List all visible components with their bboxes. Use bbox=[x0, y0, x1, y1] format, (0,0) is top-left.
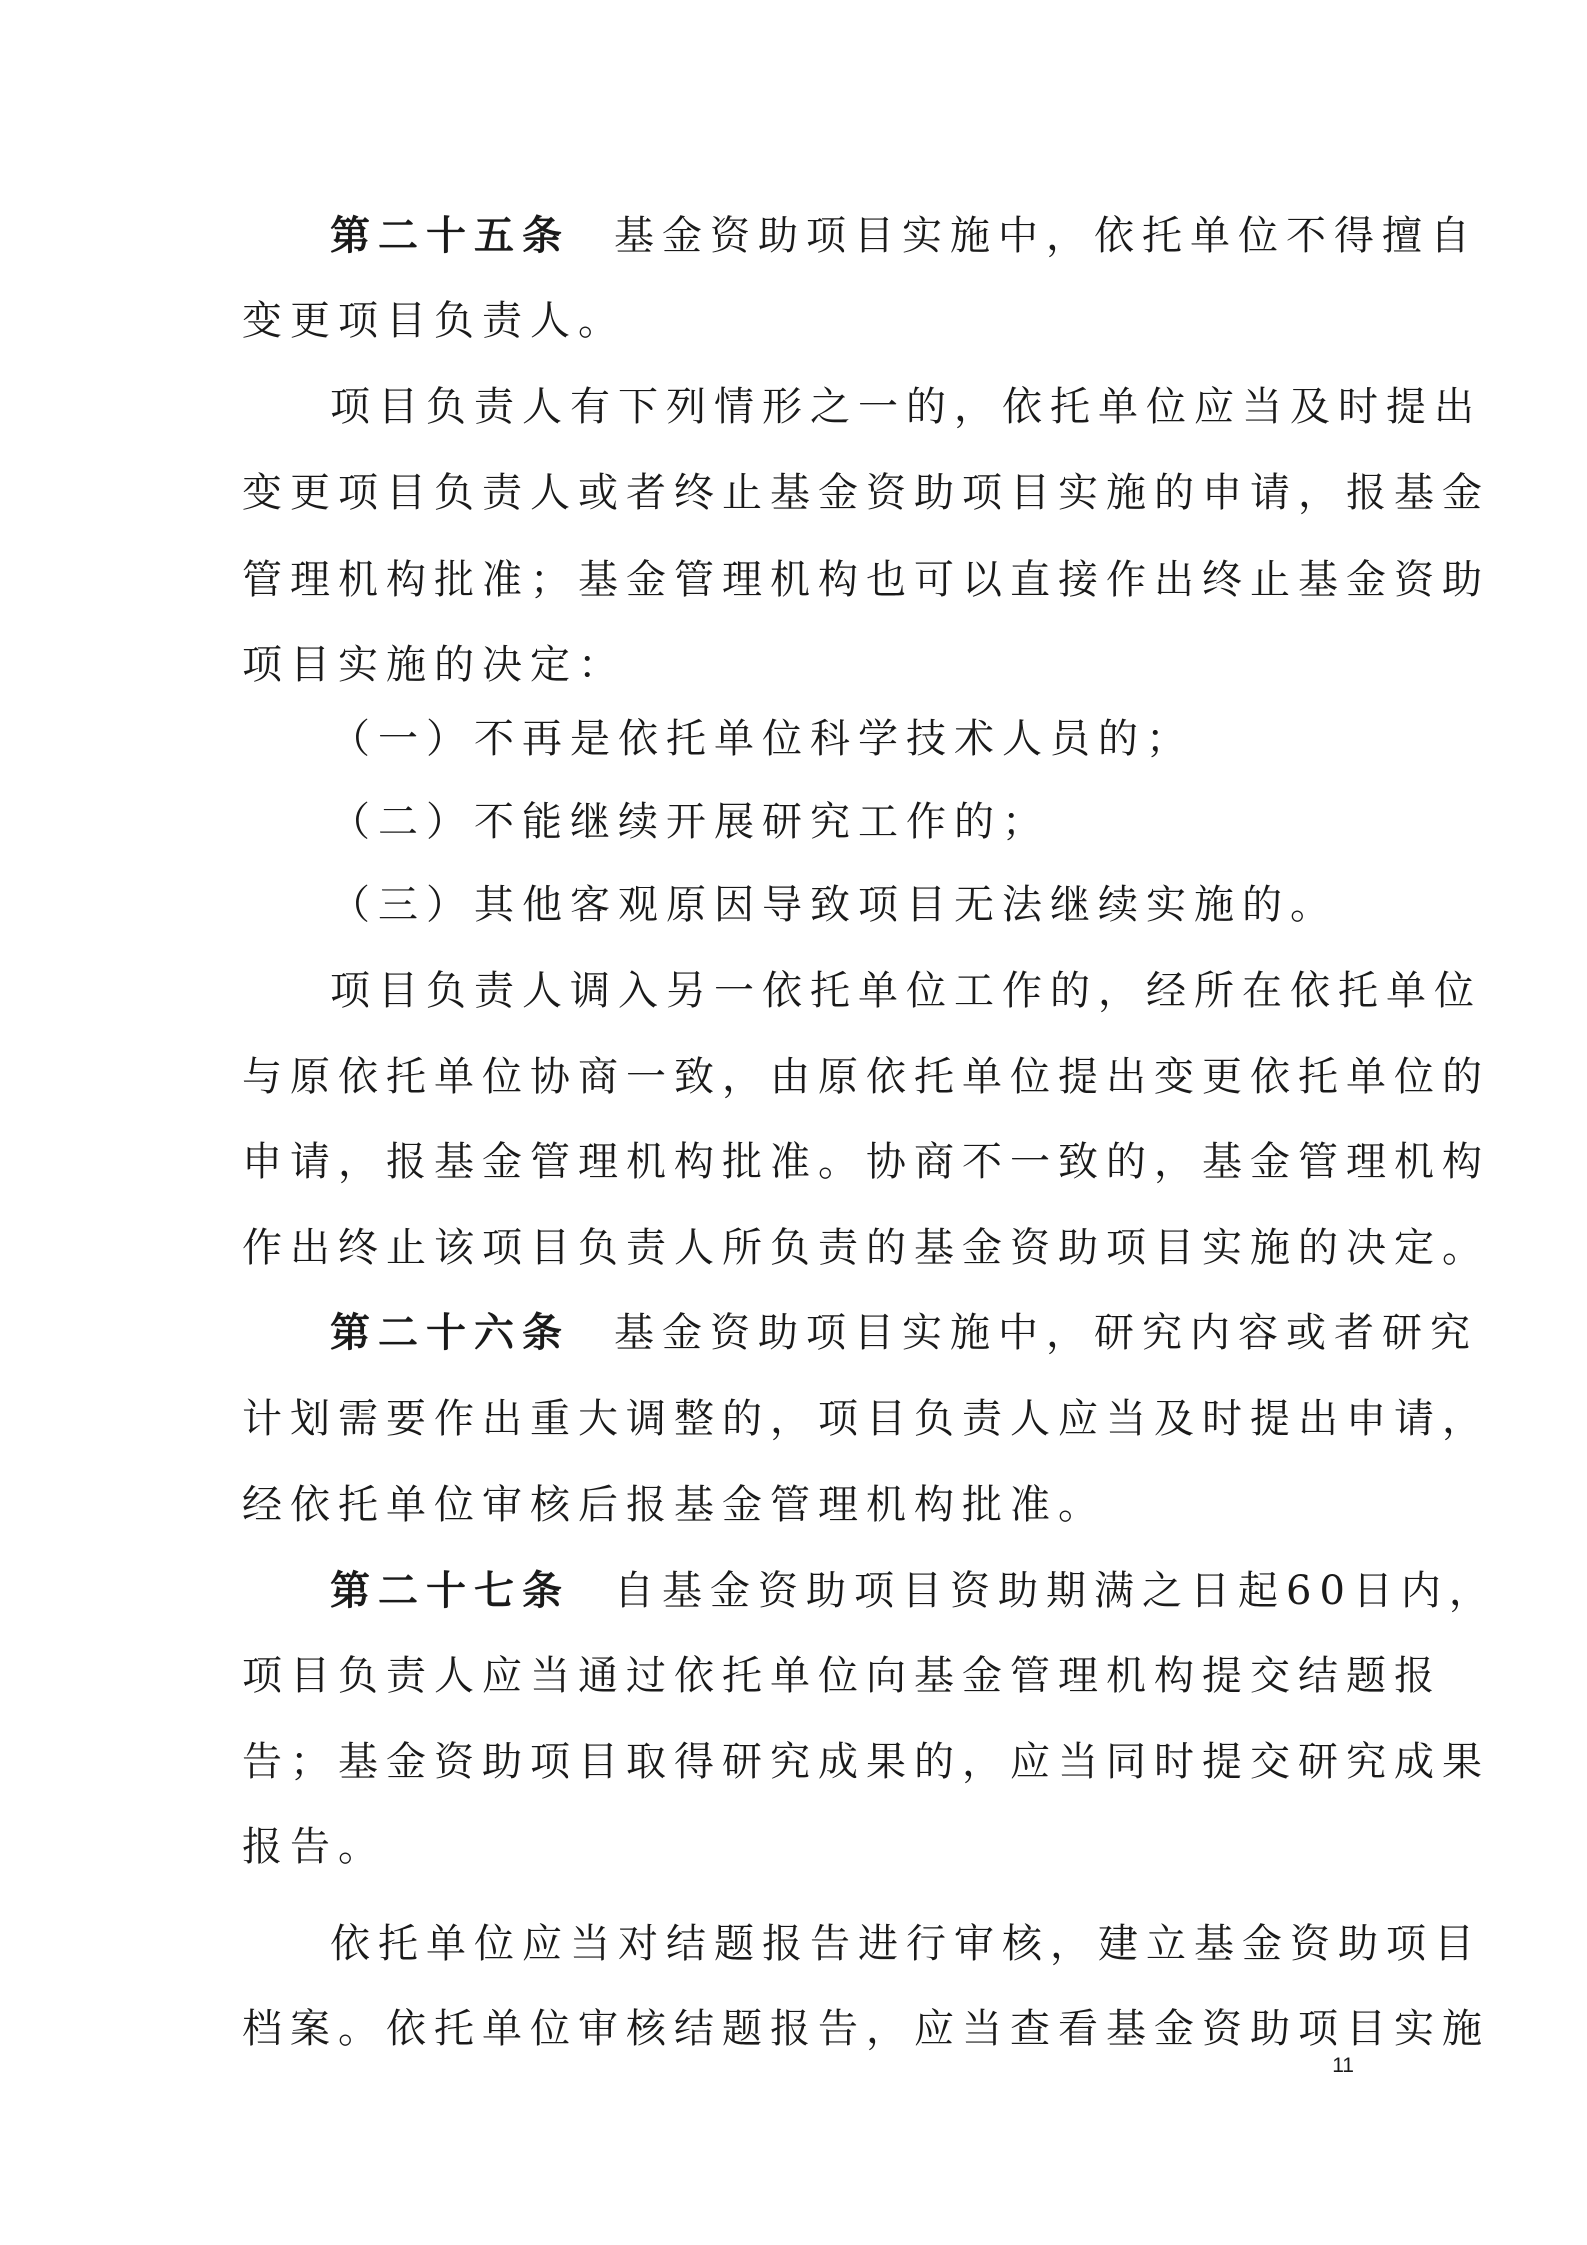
paragraph-line: 项目负责人有下列情形之一的，依托单位应当及时提出 bbox=[330, 384, 1482, 430]
page-number: 11 bbox=[1332, 2054, 1354, 2077]
paragraph-line: 申请，报基金管理机构批准。协商不一致的，基金管理机构 bbox=[242, 1139, 1490, 1185]
paragraph-line: 项目实施的决定： bbox=[242, 642, 626, 688]
article-25-line-2: 变更项目负责人。 bbox=[242, 298, 626, 344]
article-27-line-2: 项目负责人应当通过依托单位向基金管理机构提交结题报 bbox=[242, 1653, 1442, 1699]
list-item: （一）不再是依托单位科学技术人员的； bbox=[330, 716, 1194, 762]
article-27-line-4: 报告。 bbox=[242, 1824, 386, 1870]
article-25-line-1 bbox=[330, 212, 1478, 260]
article-26-line-3: 经依托单位审核后报基金管理机构批准。 bbox=[242, 1482, 1106, 1528]
paragraph-line: 依托单位应当对结题报告进行审核，建立基金资助项目 bbox=[330, 1921, 1482, 1967]
article-26-label: 第二十六条 bbox=[330, 1310, 570, 1356]
paragraph-line: 项目负责人调入另一依托单位工作的，经所在依托单位 bbox=[330, 968, 1482, 1014]
article-27-text: 自基金资助项目资助期满之日起60日内， bbox=[614, 1568, 1497, 1614]
list-item: （二）不能继续开展研究工作的； bbox=[330, 799, 1050, 845]
article-27-line-3: 告；基金资助项目取得研究成果的，应当同时提交研究成果 bbox=[242, 1739, 1490, 1785]
article-26-text: 基金资助项目实施中，研究内容或者研究 bbox=[614, 1310, 1478, 1356]
article-25-text: 基金资助项目实施中，依托单位不得擅自 bbox=[614, 213, 1478, 259]
paragraph-line: 变更项目负责人或者终止基金资助项目实施的申请，报基金 bbox=[242, 470, 1490, 516]
paragraph-line: 作出终止该项目负责人所负责的基金资助项目实施的决定。 bbox=[242, 1225, 1490, 1271]
article-27-label: 第二十七条 bbox=[330, 1568, 570, 1614]
article-26-line-2: 计划需要作出重大调整的，项目负责人应当及时提出申请， bbox=[242, 1396, 1490, 1442]
paragraph-line: 与原依托单位协商一致，由原依托单位提出变更依托单位的 bbox=[242, 1054, 1490, 1100]
article-27-line-1 bbox=[330, 1567, 1497, 1615]
article-25-label: 第二十五条 bbox=[330, 213, 570, 259]
list-item: （三）其他客观原因导致项目无法继续实施的。 bbox=[330, 882, 1338, 928]
paragraph-line: 管理机构批准；基金管理机构也可以直接作出终止基金资助 bbox=[242, 557, 1490, 603]
paragraph-line: 档案。依托单位审核结题报告，应当查看基金资助项目实施 bbox=[242, 2006, 1490, 2052]
article-26-line-1 bbox=[330, 1309, 1478, 1357]
